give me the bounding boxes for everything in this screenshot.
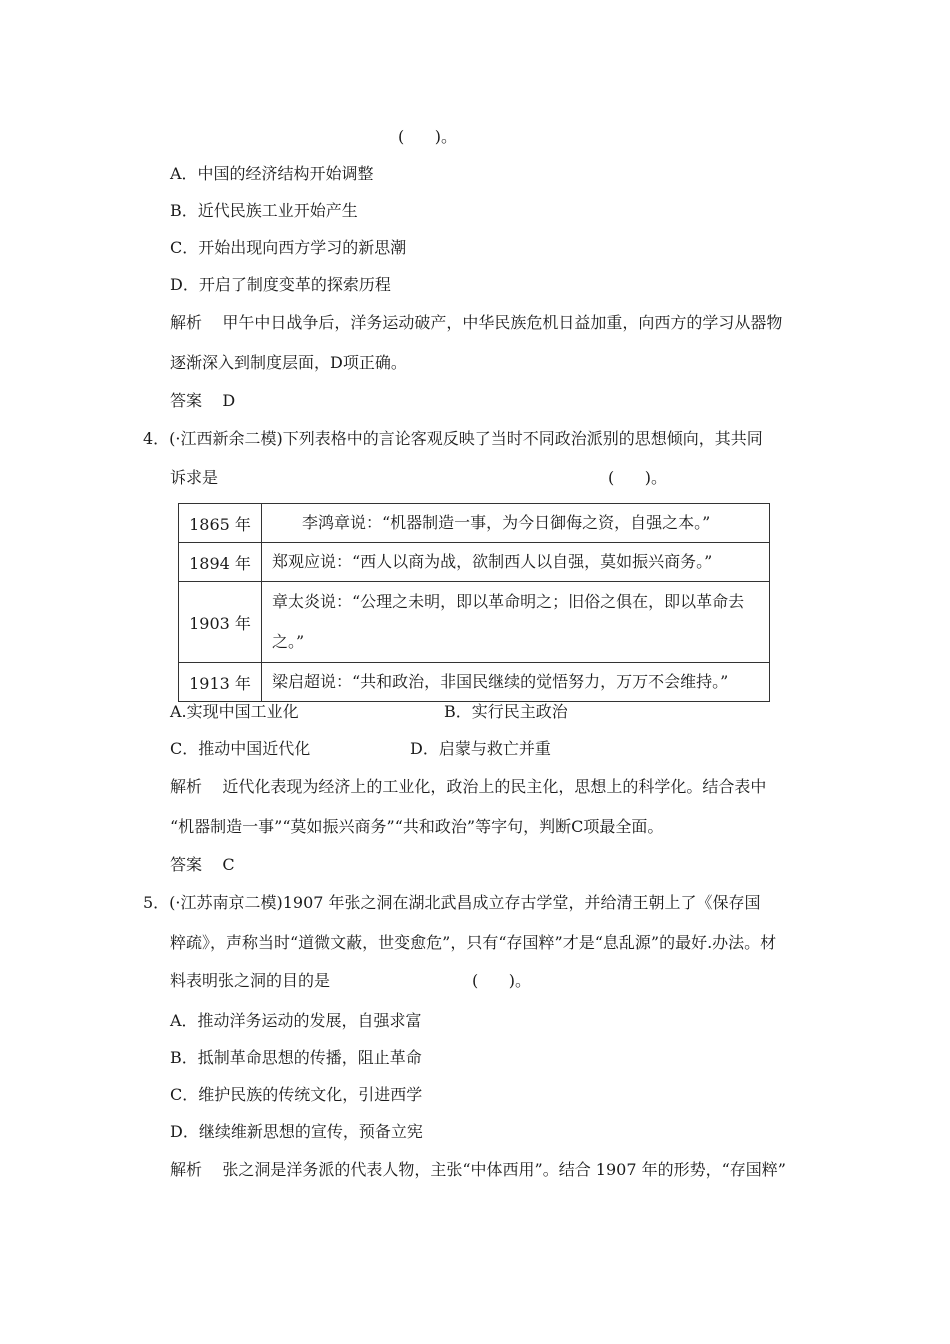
q4-option-a: A.实现中国工业化	[170, 702, 299, 721]
q5-stem-line-3: 料表明张之洞的目的是	[170, 971, 331, 990]
q4-answer-blank: ( )。	[608, 468, 668, 487]
q3-option-c: C．开始出现向西方学习的新思潮	[170, 238, 407, 257]
table-row	[179, 582, 770, 663]
table-quote-cell: 李鸿章说：“机器制造一事，为今日御侮之资，自强之本。”	[262, 504, 770, 543]
q4-option-c: C．推动中国近代化	[170, 739, 311, 758]
q4-analysis-line-1: 解析 近代化表现为经济上的工业化，政治上的民主化，思想上的科学化。结合表中	[170, 777, 767, 796]
q4-option-b: B．实行民主政治	[444, 702, 568, 721]
table-row	[179, 504, 770, 543]
q5-option-b: B．抵制革命思想的传播，阻止革命	[170, 1048, 422, 1067]
table-quote-cell: 梁启超说：“共和政治，非国民继续的觉悟努力，万万不会维持。”	[262, 663, 770, 702]
q5-option-a: A．推动洋务运动的发展，自强求富	[170, 1011, 422, 1030]
table-row	[179, 663, 770, 702]
q4-quote-table	[178, 503, 770, 702]
q4-analysis-line-2: “机器制造一事”“莫如振兴商务”“共和政治”等字句，判断C项最全面。	[170, 817, 664, 836]
q4-answer: 答案 C	[170, 855, 235, 874]
q3-analysis-line-1: 解析 甲午中日战争后，洋务运动破产，中华民族危机日益加重，向西方的学习从器物	[170, 313, 783, 332]
table-year-cell: 1865 年	[179, 504, 262, 543]
q5-stem-line-1: 5．(·江苏南京二模)1907 年张之洞在湖北武昌成立存古学堂，并给清王朝上了《保存国	[143, 893, 761, 912]
table-year-cell: 1894 年	[179, 543, 262, 582]
q3-option-b: B．近代民族工业开始产生	[170, 201, 358, 220]
q5-option-c: C．维护民族的传统文化，引进西学	[170, 1085, 423, 1104]
table-year-cell: 1913 年	[179, 663, 262, 702]
q3-option-a: A．中国的经济结构开始调整	[170, 164, 374, 183]
q5-option-d: D．继续维新思想的宣传，预备立宪	[170, 1122, 423, 1141]
q3-analysis-line-2: 逐渐深入到制度层面，D项正确。	[170, 353, 407, 372]
q3-answer: 答案 D	[170, 391, 236, 410]
q3-answer-blank: ( )。	[398, 127, 458, 146]
table-quote-cell: 郑观应说：“西人以商为战，欲制西人以自强，莫如振兴商务。”	[262, 543, 770, 582]
q4-stem-line-1: 4．(·江西新余二模)下列表格中的言论客观反映了当时不同政治派别的思想倾向，其共同	[143, 429, 763, 448]
q4-stem-line-2: 诉求是	[170, 468, 219, 487]
q5-answer-blank: ( )。	[472, 971, 532, 990]
table-row	[179, 543, 770, 582]
table-quote-cell: 章太炎说：“公理之未明，即以革命明之；旧俗之俱在，即以革命去之。”	[262, 582, 770, 663]
q5-analysis-line-1: 解析 张之洞是洋务派的代表人物，主张“中体西用”。结合 1907 年的形势，“存国粹”	[170, 1160, 786, 1179]
q4-option-d: D．启蒙与救亡并重	[410, 739, 551, 758]
q3-option-d: D．开启了制度变革的探索历程	[170, 275, 391, 294]
q5-stem-line-2: 粹疏》，声称当时“道微文蔽，世变愈危”，只有“存国粹”才是“息乱源”的最好.办法。材	[170, 933, 777, 952]
table-year-cell: 1903 年	[179, 582, 262, 663]
